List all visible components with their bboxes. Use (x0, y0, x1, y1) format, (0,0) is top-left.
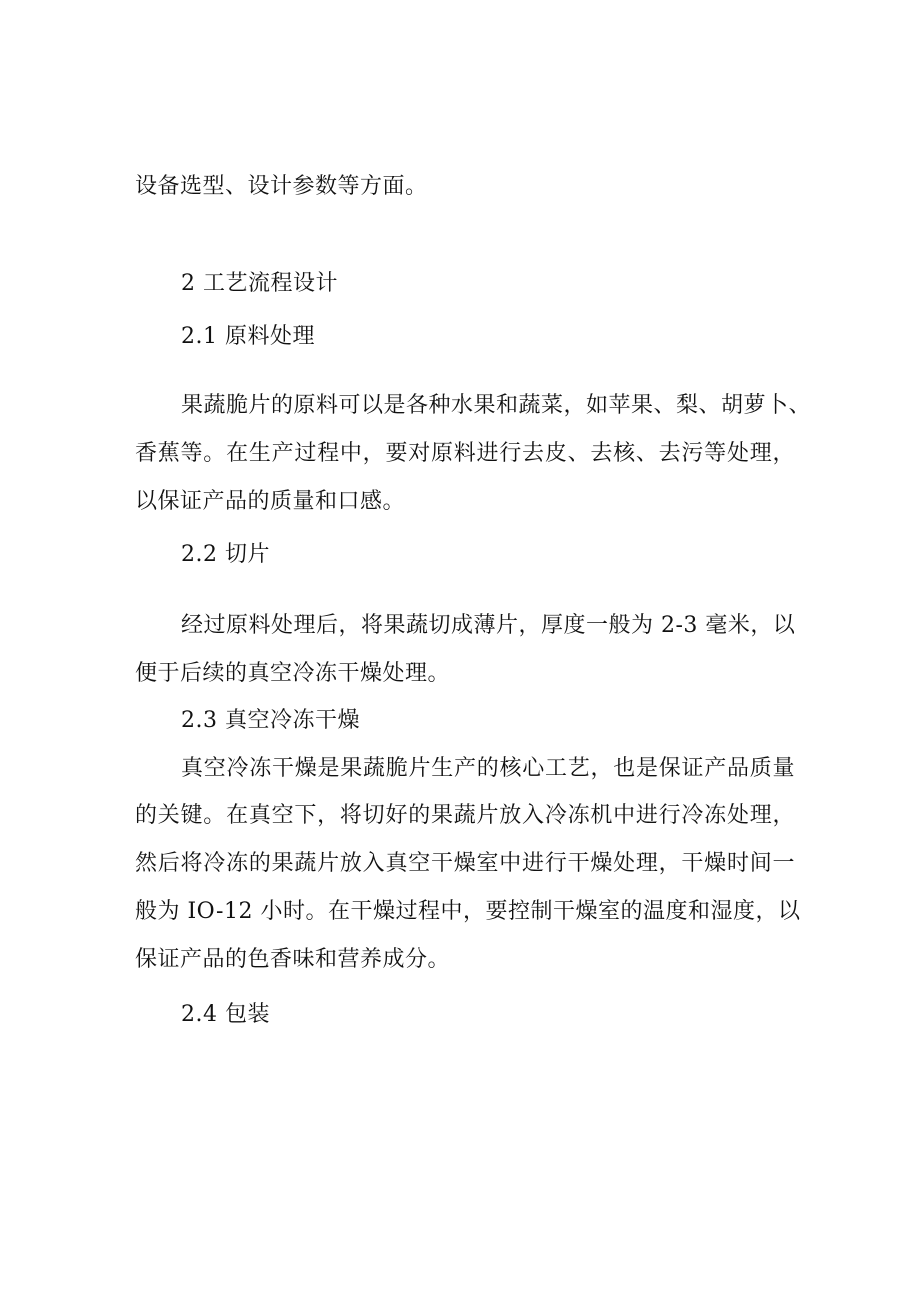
para-2-1-line-3: 以保证产品的质量和口感。 (135, 489, 406, 514)
para-2-3-line-1: 真空冷冻干燥是果蔬脆片生产的核心工艺，也是保证产品质量 (181, 756, 795, 781)
para-2-1-line-1: 果蔬脆片的原料可以是各种水果和蔬菜，如苹果、梨、胡萝卜、 (181, 393, 812, 418)
heading-2-2: 2.2 切片 (181, 542, 270, 567)
para-2-3-line-5: 保证产品的色香味和营养成分。 (135, 947, 451, 972)
heading-2-4: 2.4 包装 (181, 1002, 270, 1027)
intro-tail-text: 设备选型、设计参数等方面。 (135, 174, 428, 199)
heading-2-1: 2.1 原料处理 (181, 324, 315, 349)
section-title: 2 工艺流程设计 (181, 271, 338, 296)
para-2-3-line-3: 然后将冷冻的果蔬片放入真空干燥室中进行干燥处理，干燥时间一 (135, 851, 795, 876)
para-2-2-line-1: 经过原料处理后，将果蔬切成薄片，厚度一般为 2-3 毫米，以 (181, 613, 796, 638)
para-2-3-line-2: 的关键。在真空下，将切好的果蔬片放入冷冻机中进行冷冻处理， (135, 803, 795, 828)
heading-2-3: 2.3 真空冷冻干燥 (181, 708, 360, 733)
para-2-2-line-2: 便于后续的真空冷冻干燥处理。 (135, 661, 451, 686)
para-2-3-line-4: 般为 IO-12 小时。在干燥过程中，要控制干燥室的温度和湿度，以 (135, 899, 801, 924)
para-2-1-line-2: 香蕉等。在生产过程中，要对原料进行去皮、去核、去污等处理， (135, 441, 795, 466)
